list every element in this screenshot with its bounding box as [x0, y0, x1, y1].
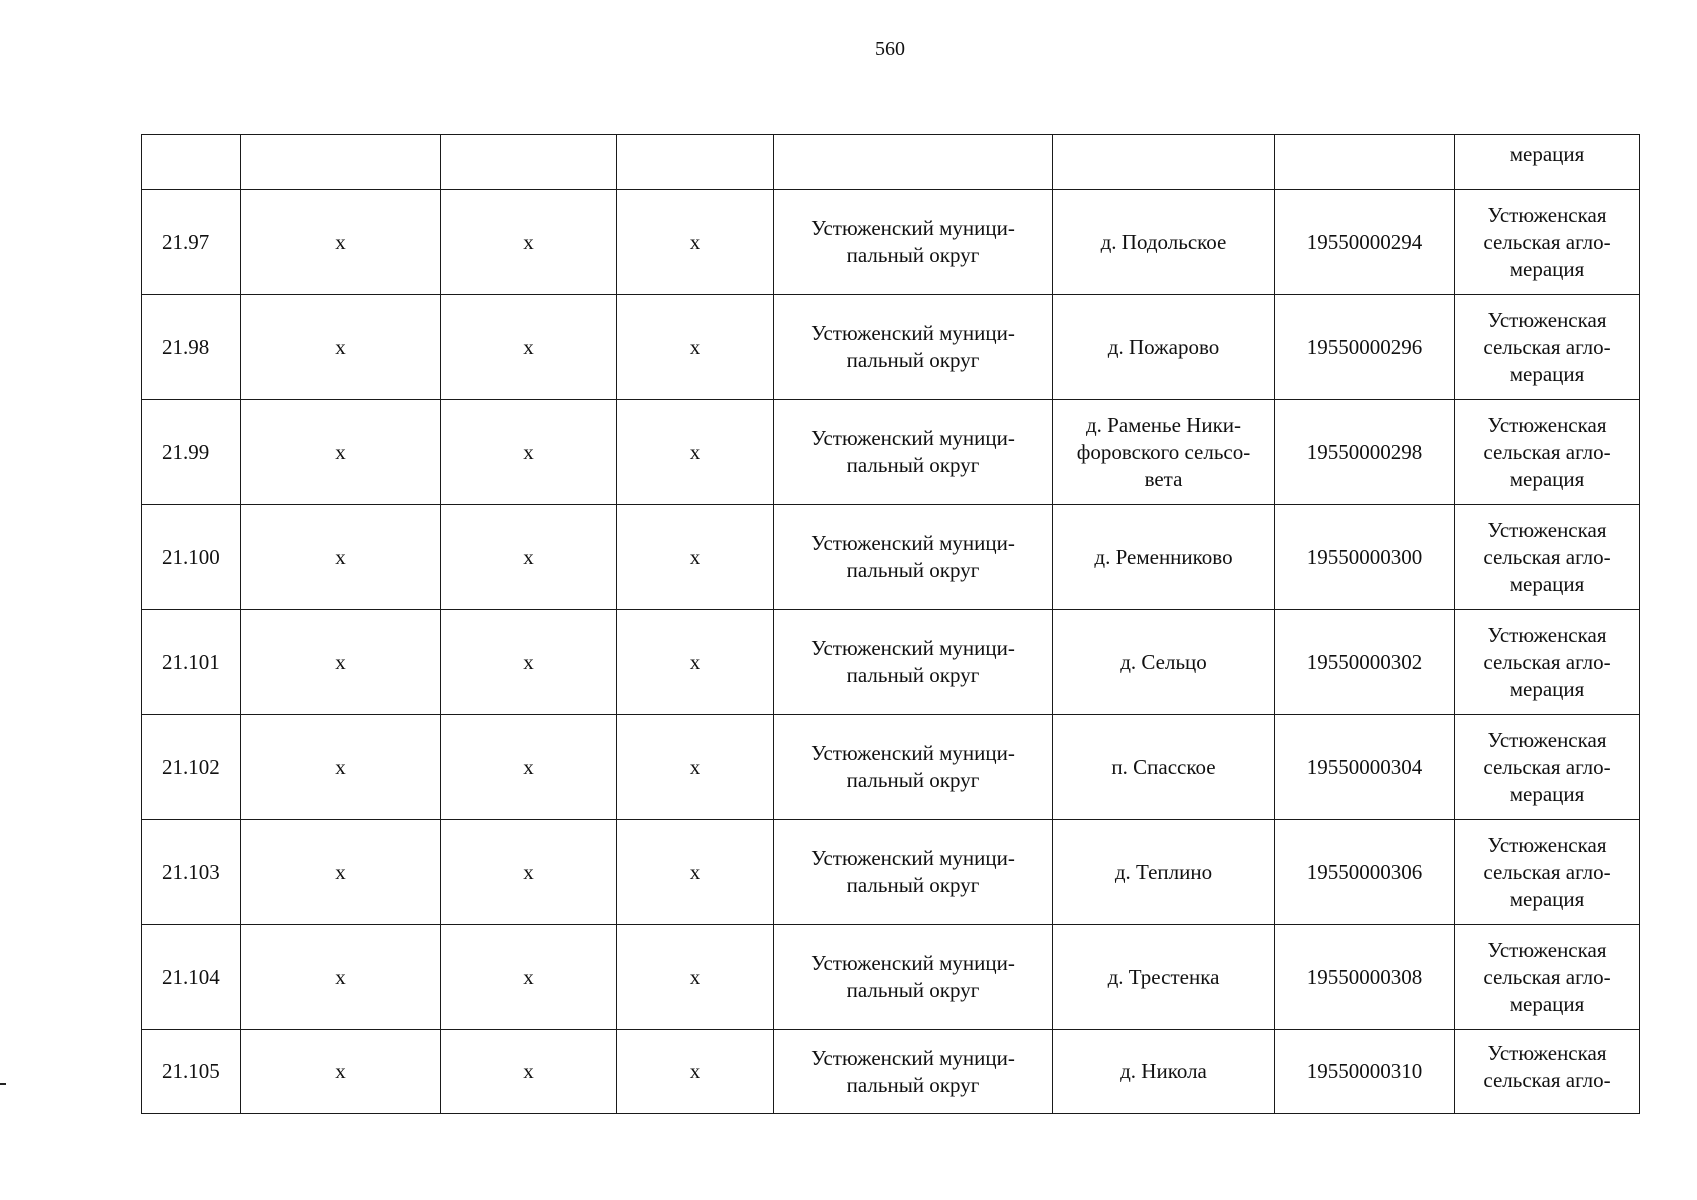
cell-type-line: мерация [1509, 886, 1585, 911]
cell-settlement [1053, 505, 1275, 610]
cell-type-line: сельская агло- [1483, 229, 1611, 254]
cell-settlement [1053, 610, 1275, 715]
cell-type [1455, 715, 1640, 820]
cell-col4: x [617, 610, 774, 715]
cell-code: 19550000296 [1275, 295, 1455, 400]
cell-type [1455, 190, 1640, 295]
cell-district [774, 820, 1053, 925]
cell-col4: x [617, 820, 774, 925]
cell-col3: x [441, 505, 617, 610]
cell-num: 21.104 [142, 925, 241, 1030]
table-row [142, 190, 1640, 295]
cell-type-line: мерация [1509, 466, 1585, 491]
cell-type-line: сельская агло- [1483, 964, 1611, 989]
cell-district-line: Устюженский муници- [811, 636, 1015, 660]
continuation-row [142, 135, 1640, 190]
cell-type [1455, 820, 1640, 925]
cell-type-line: мерация [1509, 256, 1585, 281]
cell-col4: x [617, 1030, 774, 1114]
cell-type [1455, 610, 1640, 715]
cell-type-line: Устюженская [1487, 832, 1607, 857]
cell-district-line: Устюженский муници- [811, 846, 1015, 870]
cell-type-line: мерация [1509, 676, 1585, 701]
cell-col3: x [441, 190, 617, 295]
cell-district-line: пальный округ [846, 1072, 980, 1097]
cell-district [774, 1030, 1053, 1114]
cell-code: 19550000308 [1275, 925, 1455, 1030]
cell-settlement-line: форовского сельсо- [1076, 439, 1251, 464]
cell-col2 [241, 135, 441, 190]
cell-code: 19550000302 [1275, 610, 1455, 715]
cell-district-line: пальный округ [846, 243, 980, 267]
cell-district-line: пальный округ [846, 873, 980, 897]
cell-col2: x [241, 505, 441, 610]
cell-type-line: мерация [1509, 781, 1585, 806]
cell-type-line: Устюженская [1487, 517, 1607, 542]
cell-type [1455, 1030, 1640, 1114]
cell-col3: x [441, 925, 617, 1030]
cell-col4: x [617, 295, 774, 400]
cell-district-line: пальный округ [846, 558, 980, 582]
cell-num: 21.99 [142, 400, 241, 505]
cell-num: 21.101 [142, 610, 241, 715]
cell-settlement-line: п. Спасское [1111, 754, 1216, 779]
cell-col3 [441, 135, 617, 190]
cell-type-line: сельская агло- [1483, 334, 1611, 359]
cell-settlement [1053, 135, 1275, 190]
cell-col3: x [441, 610, 617, 715]
cell-num: 21.105 [142, 1030, 241, 1114]
cell-district-line: пальный округ [846, 348, 980, 372]
cell-settlement-line: д. Сельцо [1120, 649, 1207, 674]
cell-settlement [1053, 820, 1275, 925]
cell-type [1455, 295, 1640, 400]
cell-col2: x [241, 925, 441, 1030]
cell-settlement [1053, 295, 1275, 400]
cell-type-line: сельская агло- [1483, 439, 1611, 464]
cell-type [1455, 505, 1640, 610]
cell-type: мерация [1455, 135, 1640, 190]
cell-settlement-line: д. Теплино [1114, 859, 1213, 884]
cell-col3: x [441, 715, 617, 820]
cell-col2: x [241, 715, 441, 820]
cell-district-line: Устюженский муници- [811, 321, 1015, 345]
cell-code: 19550000294 [1275, 190, 1455, 295]
cell-num: 21.97 [142, 190, 241, 295]
cell-col4: x [617, 190, 774, 295]
cell-settlement-line: д. Никола [1120, 1059, 1207, 1083]
table-row [142, 925, 1640, 1030]
cell-district [774, 295, 1053, 400]
cell-settlement-line: д. Подольское [1100, 229, 1227, 254]
cell-type-line: Устюженская [1487, 307, 1607, 332]
cell-type-line: сельская агло- [1483, 1068, 1611, 1092]
cell-type-line: Устюженская [1487, 727, 1607, 752]
cell-district-line: Устюженский муници- [811, 216, 1015, 240]
table-row [142, 505, 1640, 610]
table-row [142, 400, 1640, 505]
cell-district [774, 610, 1053, 715]
cell-type-line: сельская агло- [1483, 544, 1611, 569]
cell-col2: x [241, 1030, 441, 1114]
page-number: 560 [875, 38, 905, 60]
cell-col4: x [617, 505, 774, 610]
cell-district [774, 715, 1053, 820]
cell-type [1455, 925, 1640, 1030]
cell-type-line: Устюженская [1487, 202, 1607, 227]
cell-district [774, 400, 1053, 505]
cell-col2: x [241, 400, 441, 505]
cell-code: 19550000298 [1275, 400, 1455, 505]
cell-num: 21.103 [142, 820, 241, 925]
cell-settlement [1053, 1030, 1275, 1114]
cell-settlement-line: д. Трестенка [1107, 964, 1220, 989]
cell-col4 [617, 135, 774, 190]
table-row [142, 820, 1640, 925]
cell-settlement-line: д. Ременниково [1094, 544, 1233, 569]
cell-district-line: пальный округ [846, 453, 980, 477]
cell-type [1455, 400, 1640, 505]
cell-settlement-line: д. Пожарово [1107, 334, 1220, 359]
cell-district-line: пальный округ [846, 768, 980, 792]
cell-district-line: Устюженский муници- [811, 1045, 1015, 1070]
cell-type-line: сельская агло- [1483, 649, 1611, 674]
cell-col2: x [241, 610, 441, 715]
cell-col3: x [441, 820, 617, 925]
cell-district [774, 190, 1053, 295]
cell-type-line: сельская агло- [1483, 859, 1611, 884]
table-row [142, 295, 1640, 400]
cell-district-line: Устюженский муници- [811, 531, 1015, 555]
table-row [142, 1030, 1640, 1114]
cell-type-line: Устюженская [1487, 937, 1607, 962]
cell-settlement-line: вета [1144, 466, 1183, 491]
cell-district [774, 135, 1053, 190]
table-row [142, 715, 1640, 820]
cell-district [774, 505, 1053, 610]
cell-type-line: мерация [1509, 991, 1585, 1016]
cell-num [142, 135, 241, 190]
cell-settlement [1053, 925, 1275, 1030]
cell-settlement [1053, 190, 1275, 295]
cell-type-line: Устюженская [1487, 622, 1607, 647]
cell-settlement [1053, 715, 1275, 820]
table-body [142, 135, 1640, 1114]
cell-district-line: пальный округ [846, 978, 980, 1002]
cell-district-line: Устюженский муници- [811, 951, 1015, 975]
cell-type-line: Устюженская [1487, 1041, 1607, 1065]
cell-num: 21.100 [142, 505, 241, 610]
table-row [142, 610, 1640, 715]
cell-code: 19550000304 [1275, 715, 1455, 820]
cell-col3: x [441, 295, 617, 400]
cell-col4: x [617, 715, 774, 820]
cell-col2: x [241, 820, 441, 925]
settlements-table [141, 134, 1640, 1114]
cell-settlement [1053, 400, 1275, 505]
cell-num: 21.98 [142, 295, 241, 400]
cell-col3: x [441, 400, 617, 505]
cell-type-line: Устюженская [1487, 412, 1607, 437]
cell-type-line: мерация [1509, 571, 1585, 596]
cell-settlement-line: д. Раменье Ники- [1085, 412, 1242, 437]
cell-district-line: Устюженский муници- [811, 426, 1015, 450]
cell-code: 19550000300 [1275, 505, 1455, 610]
cell-code [1275, 135, 1455, 190]
cell-num: 21.102 [142, 715, 241, 820]
cell-type-line: сельская агло- [1483, 754, 1611, 779]
cell-col4: x [617, 400, 774, 505]
cell-col3: x [441, 1030, 617, 1114]
cell-col2: x [241, 190, 441, 295]
cell-district-line: Устюженский муници- [811, 741, 1015, 765]
cell-district-line: пальный округ [846, 663, 980, 687]
cell-col4: x [617, 925, 774, 1030]
cell-code: 19550000306 [1275, 820, 1455, 925]
cell-type-line: мерация [1509, 361, 1585, 386]
cell-district [774, 925, 1053, 1030]
margin-mark [0, 1083, 6, 1085]
cell-code: 19550000310 [1275, 1030, 1455, 1114]
cell-col2: x [241, 295, 441, 400]
